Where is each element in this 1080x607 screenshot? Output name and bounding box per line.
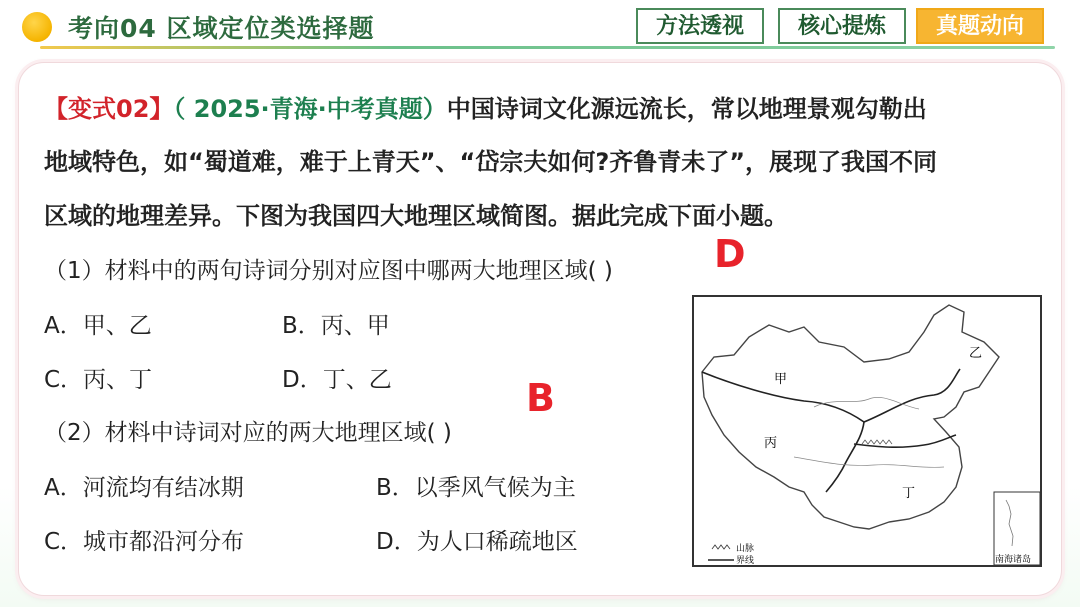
region-ding: 丁	[902, 486, 916, 501]
legend-mountain-icon	[712, 545, 730, 549]
legend-mountain-label: 山脉	[736, 544, 755, 554]
river-yangtze	[794, 457, 944, 467]
region-bing: 丙	[764, 436, 778, 451]
mountain-qinling-symbol	[862, 440, 892, 444]
q2-option-c[interactable]: C．城市都沿河分布	[44, 529, 245, 555]
stem-text-1: 中国诗词文化源远流长，常以地理景观勾勒出	[446, 95, 927, 123]
boundary-northeast	[864, 369, 960, 422]
q1-text: （1）材料中的两句诗词分别对应图中哪两大地理区域( )	[44, 258, 613, 284]
header-bullet-icon	[22, 12, 52, 42]
q2-answer: B	[526, 376, 555, 420]
q1-answer: D	[714, 232, 746, 276]
legend-boundary-label: 界线	[736, 556, 755, 565]
q2-text: （2）材料中诗词对应的两大地理区域( )	[44, 420, 452, 446]
q2-option-b[interactable]: B．以季风气候为主	[376, 475, 576, 501]
q1-option-b[interactable]: B．丙、甲	[282, 313, 390, 339]
source-label: （ 2025·青海·中考真题）	[173, 95, 447, 123]
region-yi: 乙	[969, 346, 983, 361]
tab-exam-trend[interactable]: 真题动向	[916, 8, 1044, 44]
boundary-qinling-huaihe	[854, 435, 956, 447]
region-jia: 甲	[774, 372, 788, 387]
china-outline	[702, 305, 999, 529]
q1-option-d[interactable]: D．丁、乙	[282, 367, 392, 393]
section-title: 考向04 区域定位类选择题	[68, 14, 375, 43]
inset-label: 南海诸岛	[995, 555, 1032, 565]
question-stem-line3: 区域的地理差异。下图为我国四大地理区域简图。据此完成下面小题。	[44, 202, 788, 230]
q1-option-c[interactable]: C．丙、丁	[44, 367, 153, 393]
boundary-qinghai-tibet	[826, 422, 864, 492]
q2-option-a[interactable]: A．河流均有结冰期	[44, 475, 244, 501]
tab-method[interactable]: 方法透视	[636, 8, 764, 44]
q2-option-d[interactable]: D．为人口稀疏地区	[376, 529, 578, 555]
header-divider	[40, 46, 1055, 49]
question-stem-line1	[44, 92, 927, 126]
china-regions-map	[692, 295, 1042, 567]
tab-core[interactable]: 核心提炼	[778, 8, 906, 44]
variant-label: 【变式02】	[44, 95, 174, 123]
q1-option-a[interactable]: A．甲、乙	[44, 313, 152, 339]
question-stem-line2: 地域特色，如“蜀道难，难于上青天”、“岱宗夫如何?齐鲁青未了”，展现了我国不同	[44, 148, 938, 176]
